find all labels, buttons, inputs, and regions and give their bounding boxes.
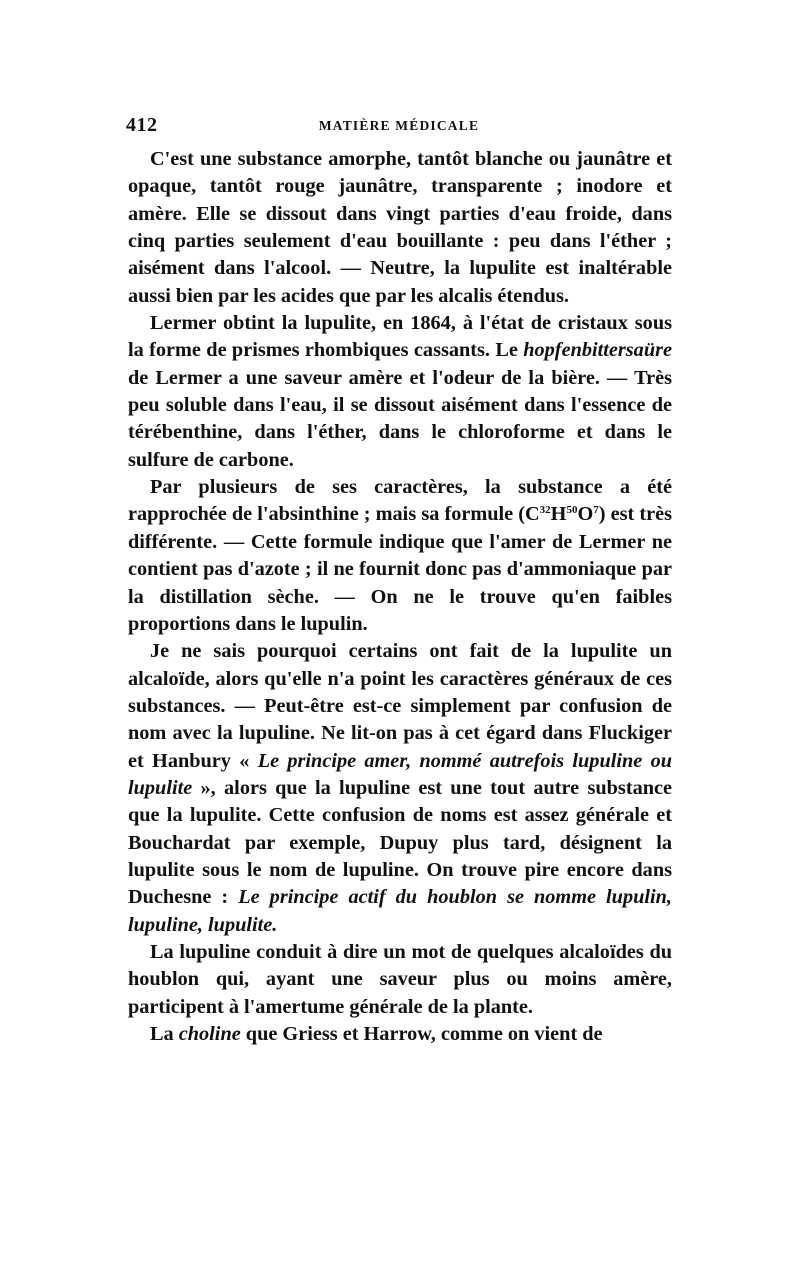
italic-text: hopfenbittersaüre bbox=[523, 339, 672, 362]
italic-text: choline bbox=[178, 1023, 241, 1045]
paragraph bbox=[128, 474, 672, 638]
paragraph bbox=[128, 638, 672, 939]
italic-text: Le principe amer, nommé autrefois lupuline ou lupulite bbox=[128, 749, 672, 799]
text-segment: Par plusieurs de ses caractères, la substance a été rapprochée de l'absinthine ; mais sa formule (C bbox=[128, 476, 672, 526]
page-header bbox=[126, 114, 672, 138]
text-segment: O bbox=[577, 503, 594, 526]
page-number: 412 bbox=[126, 114, 158, 136]
formula-subscript: 32 bbox=[539, 504, 551, 517]
text-segment: Je ne sais pourquoi certains ont fait de la lupulite un alcaloïde, alors qu'elle n'a point les caractères généraux de ces substances. — Peut-être est-ce simplement par confusion de nom avec la lupuline. Ne lit-on pas à cet égard dans Fluckiger et Hanbury « bbox=[128, 640, 672, 772]
body-text bbox=[128, 146, 672, 1048]
text-segment: Lermer obtint la lupulite, en 1864, à l'état de cristaux sous la forme de prismes rhombiques cassants. Le bbox=[128, 312, 672, 362]
text-segment: que Griess et Harrow, comme on vient de bbox=[240, 1023, 603, 1045]
running-title: MATIÈRE MÉDICALE bbox=[318, 118, 480, 133]
text-segment: de Lermer a une saveur amère et l'odeur de la bière. — Très peu soluble dans l'eau, il se dissout aisément dans l'essence de térébenthine, dans l'éther, dans le chloroforme et dans le sulfure de carbone. bbox=[128, 366, 672, 471]
formula-subscript: 50 bbox=[566, 504, 578, 517]
paragraph bbox=[128, 146, 672, 310]
text-segment: », alors que la lupuline est une tout autre substance que la lupulite. Cette confusion de noms est assez générale et Bouchardat par exemple, Dupuy plus tard, désignent la lupulite sous le nom de lupuline. On trouve pire encore dans Duchesne : bbox=[128, 776, 672, 909]
paragraph bbox=[128, 1021, 672, 1048]
text-segment: ) est très différente. — Cette formule indique que l'amer de Lermer ne contient pas d'azote ; il ne fournit donc pas d'ammoniaque par la distillation sèche. — On ne le trouve qu'en faibles proportions dans le lupulin. bbox=[128, 503, 672, 635]
formula-subscript: 7 bbox=[593, 504, 599, 517]
italic-text: Le principe actif du houblon se nomme lupulin, lupuline, lupulite. bbox=[128, 886, 672, 936]
text-segment: C'est une substance amorphe, tantôt blanche ou jaunâtre et opaque, tantôt rouge jaunâtre, transparente ; inodore et amère. Elle se dissout dans vingt parties d'eau froide, dans cinq parties seulement d'eau bouillante : peu dans l'éther ; aisément dans l'alcool. — Neutre, la lupulite est inaltérable aussi bien par les acides que par les alcalis étendus. bbox=[128, 148, 672, 307]
text-segment: H bbox=[550, 503, 567, 526]
paragraph bbox=[128, 310, 672, 474]
paragraph bbox=[128, 939, 672, 1021]
text-segment: La bbox=[150, 1023, 179, 1045]
text-segment: La lupuline conduit à dire un mot de quelques alcaloïdes du houblon qui, ayant une saveur plus ou moins amère, participent à l'amertume générale de la plante. bbox=[128, 940, 672, 1018]
